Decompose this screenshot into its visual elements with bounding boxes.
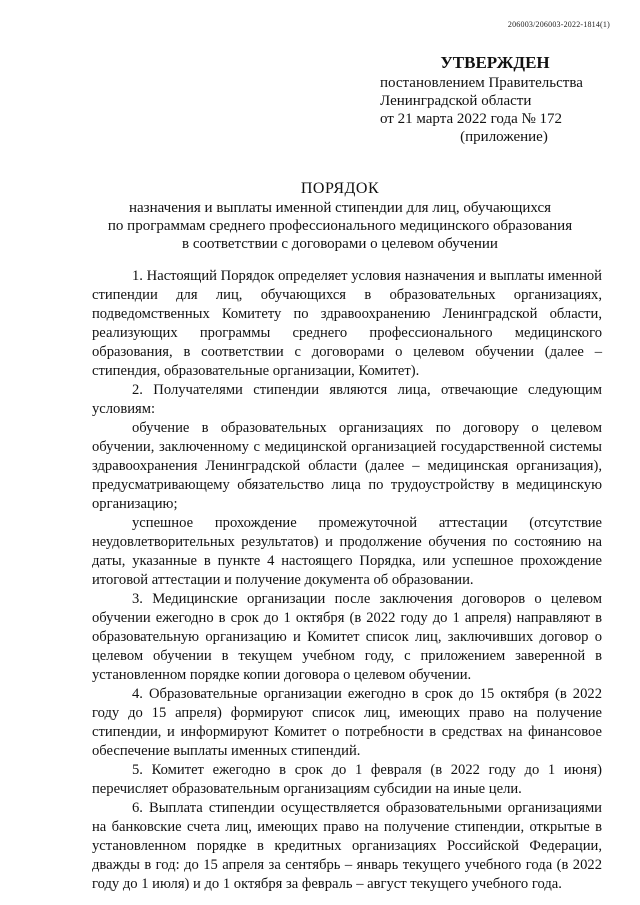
heading-line-3: в соответствии с договорами о целевом обучении [182,236,498,252]
document-id: 206003/206003-2022-1814(1) [507,20,610,29]
document-body [92,267,602,894]
heading-line-1: назначения и выплаты именной стипендии для лиц, обучающихся [128,200,552,216]
approval-block [380,54,610,146]
document-title: ПОРЯДОК [300,180,380,197]
paragraph-1: 1. Настоящий Порядок определяет условия назначения и выплаты именной стипендии для лиц, обучающихся в образовательных организациях, подведомственных Комитету по здравоохранению Ленинградской области, реализующих программы среднего профессионального медицинского образования, в соответствии с договорами о целевом обучении (далее – стипендия, образовательные организации, Комитет). [92,268,602,379]
approval-line-2: Ленинградской области [380,93,532,109]
paragraph-3: 3. Медицинские организации после заключения договоров о целевом обучении ежегодно в срок до 1 октября (в 2022 году до 1 апреля) направляют в образовательную организацию и Комитет список лиц, заключивших договор о целевом обучении в текущем учебном году, с приложением заверенной в установленном порядке копии договора о целевом обучении. [92,591,602,683]
approval-line-3: от 21 марта 2022 года № 172 [380,111,563,127]
approval-title: УТВЕРЖДЕН [440,53,550,72]
document-heading [60,180,620,253]
paragraph-2-condition-2: успешное прохождение промежуточной аттестации (отсутствие неудовлетворительных результатов) и продолжение обучения по состоянию на даты, указанные в пункте 4 настоящего Порядка, или успешное прохождение итоговой аттестации и получение документа об образовании. [92,515,602,588]
heading-line-2: по программам среднего профессионального медицинского образования [107,218,573,234]
paragraph-4: 4. Образовательные организации ежегодно в срок до 15 октября (в 2022 году до 15 апреля) формируют список лиц, имеющих право на получение стипендии, и информируют Комитет о потребности в средствах на финансовое обеспечение выплаты именных стипендий. [92,686,602,759]
approval-appendix: (приложение) [460,129,548,145]
paragraph-2: 2. Получателями стипендии являются лица, отвечающие следующим условиям: [92,382,602,417]
paragraph-6: 6. Выплата стипендии осуществляется образовательными организациями на банковские счета лиц, имеющих право на получение стипендии, открытые в установленном порядке в кредитных организациях Российской Федерации, дважды в год: до 15 апреля за сентябрь – январь текущего учебного года (в 2022 году до 1 июля) и до 1 октября за февраль – август текущего учебного года. [92,800,602,892]
approval-line-1: постановлением Правительства [380,75,583,91]
paragraph-5: 5. Комитет ежегодно в срок до 1 февраля (в 2022 году до 1 июня) перечисляет образовательным организациям субсидии на иные цели. [92,762,602,797]
paragraph-2-condition-1: обучение в образовательных организациях по договору о целевом обучении, заключенному с медицинской организацией государственной системы здравоохранения Ленинградской области (далее – медицинская организация), предусматривающему обязательство лица по трудоустройству в медицинскую организацию; [92,420,602,512]
